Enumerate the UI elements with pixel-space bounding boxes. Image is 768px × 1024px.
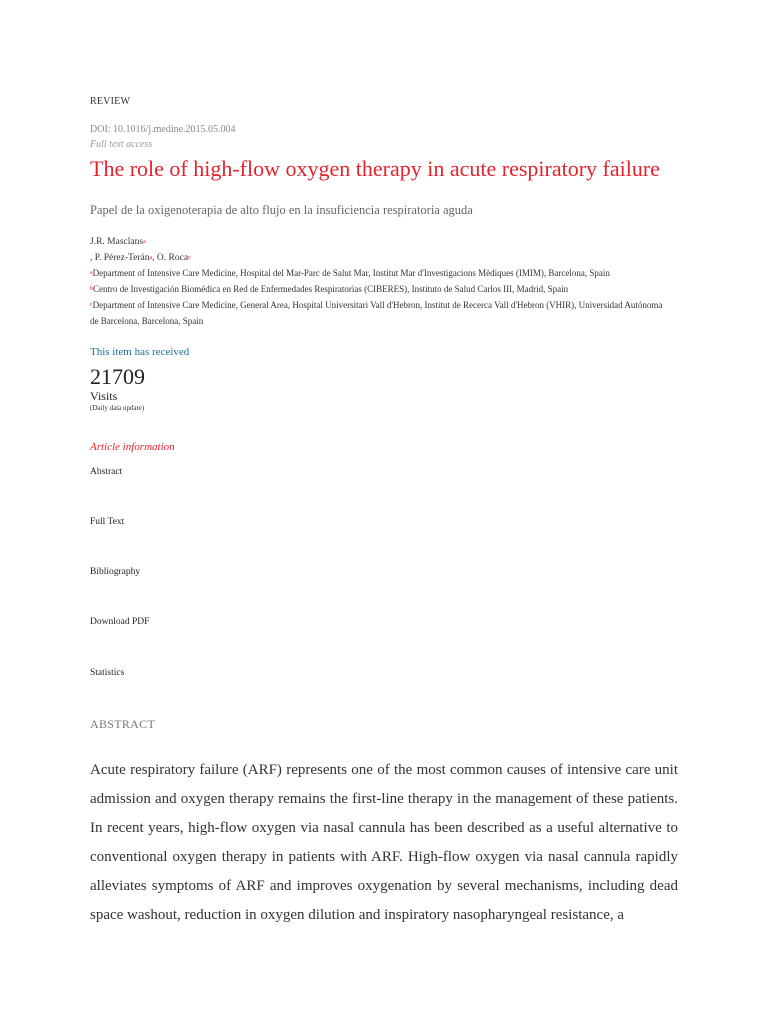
affiliation-text: Department of Intensive Care Medicine, Hospital del Mar-Parc de Salut Mar, Institut Mar d'Investigacions Mèdiques (IMIM), Barcelona, Spain [92,268,610,278]
visits-note: (Daily data update) [90,404,145,412]
affiliation-item [90,297,670,329]
affiliation-marker: a [149,255,153,261]
doi-link[interactable]: DOI: 10.1016/j.medine.2015.05.004 [90,124,236,135]
affiliation-item [90,265,670,281]
affiliation-text: Department of Intensive Care Medicine, General Area, Hospital Universitari Vall d'Hebron, Institut de Recerca Vall d'Hebron (VHIR), Universidad Autónoma de Barcelona, Barcelona, Spain [90,300,663,326]
author-name[interactable]: J.R. Masclans [90,237,144,247]
author-line-1 [90,234,191,250]
article-information-heading: Article information [90,441,175,453]
abstract-heading: ABSTRACT [90,717,156,731]
author-name[interactable]: O. Roca [156,253,189,263]
author-list [90,234,191,266]
nav-full-text-link[interactable]: Full Text [90,517,125,527]
author-separator: , [90,253,95,263]
author-name[interactable]: P. Pérez-Terán [94,253,150,263]
author-separator: , [152,253,157,263]
abstract-text: Acute respiratory failure (ARF) represents one of the most common causes of intensive care unit admission and oxygen therapy remains the first-line therapy in the management of these patients. In recent years, high-flow oxygen via nasal cannula has been described as a useful alternative to conventional oxygen therapy in patients with ARF. High-flow oxygen via nasal cannula rapidly alleviates symptoms of ARF and improves oxygenation by several mechanisms, including dead space washout, reduction in oxygen dilution and inspiratory nasopharyngeal resistance, a [90,762,678,923]
article-title: The role of high-flow oxygen therapy in acute respiratory failure [90,156,660,181]
affiliation-text: Centro de Investigación Biomédica en Red de Enfermedades Respiratorias (CIBERES), Instituto de Salud Carlos III, Madrid, Spain [93,284,569,294]
visits-label: This item has received [90,346,190,358]
nav-abstract-link[interactable]: Abstract [90,467,123,477]
visits-unit: Visits [90,389,118,403]
access-label: Full text access [90,139,153,150]
section-tag: REVIEW [90,96,131,107]
visits-count: 21709 [90,364,145,389]
affiliation-marker: a [90,270,93,276]
affiliation-item [90,281,670,297]
affiliation-marker: c [188,255,191,261]
affiliation-marker: a [143,239,146,245]
affiliation-marker: c [90,302,93,308]
nav-bibliography-link[interactable]: Bibliography [90,567,141,577]
article-subtitle: Papel de la oxigenoterapia de alto flujo en la insuficiencia respiratoria aguda [90,203,473,217]
affiliation-marker: b [90,286,93,292]
nav-statistics-link[interactable]: Statistics [90,668,125,678]
nav-download-pdf-link[interactable]: Download PDF [90,617,150,627]
author-line-2 [90,250,191,266]
